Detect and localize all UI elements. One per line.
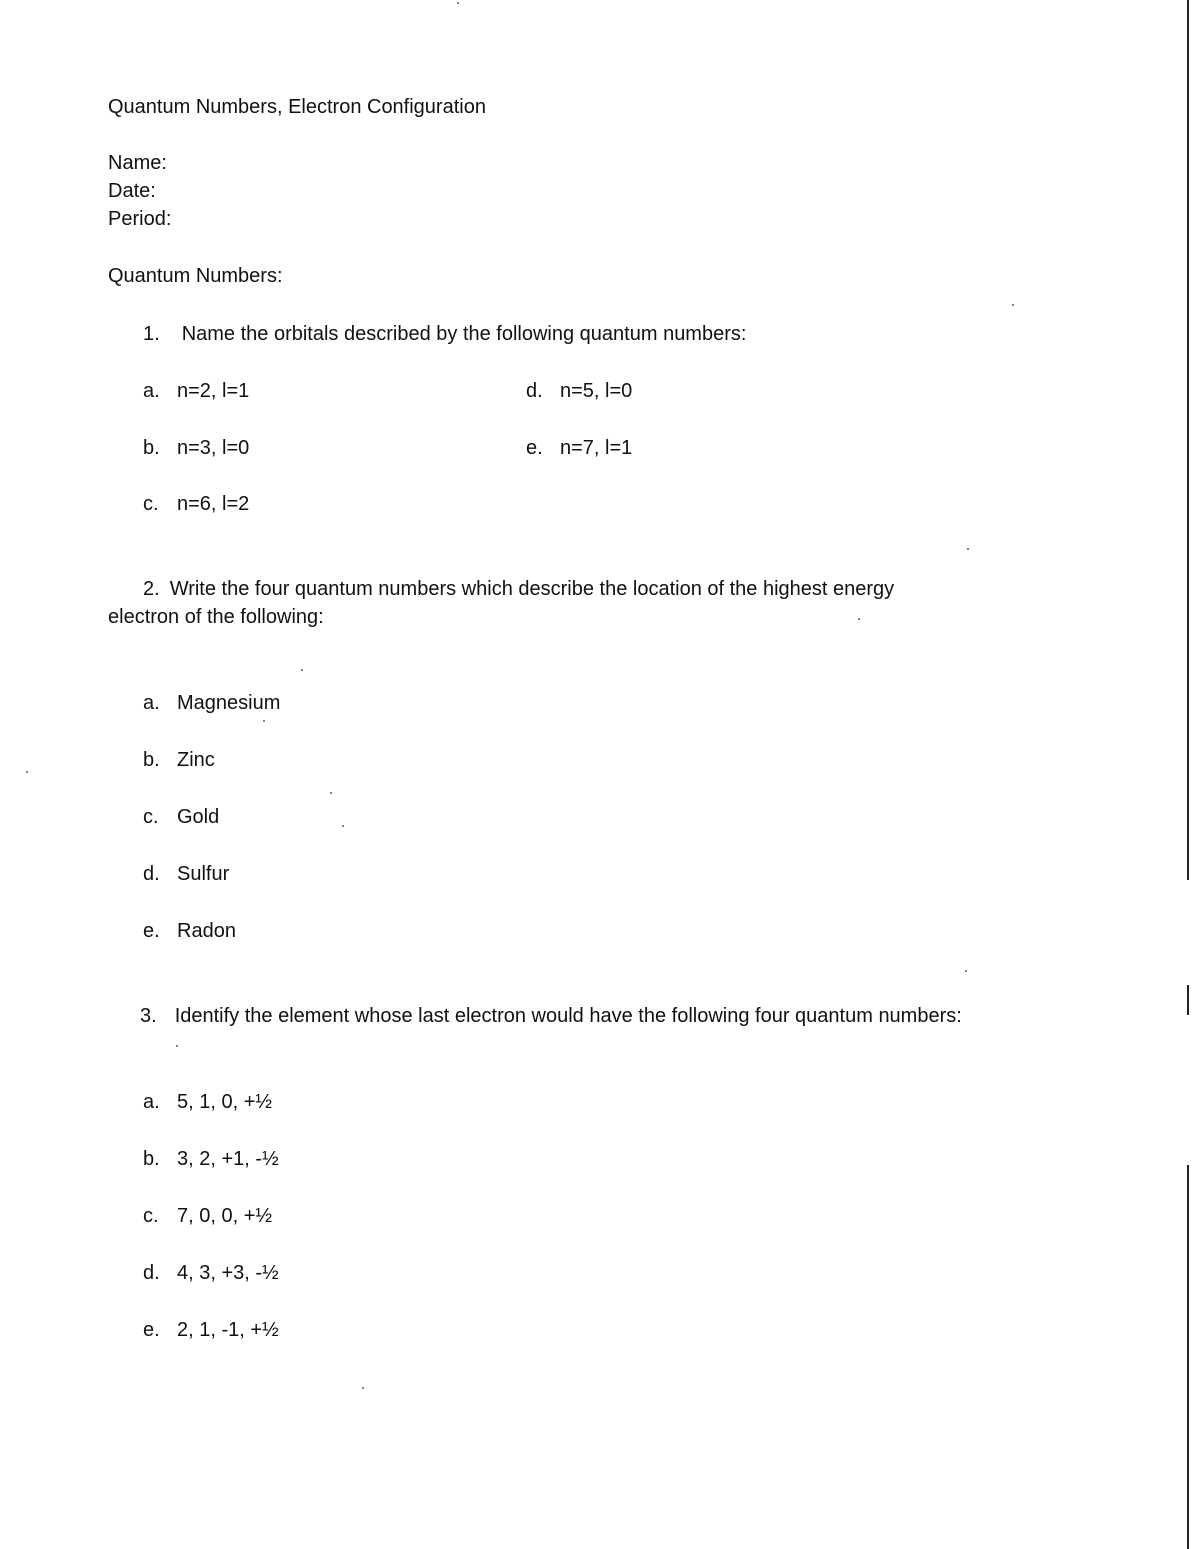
question-number: 3. (140, 1005, 157, 1027)
q1-item-b (143, 438, 249, 458)
q2-item-a (143, 693, 280, 713)
scan-speck (263, 720, 265, 722)
item-label: b. (143, 437, 160, 459)
question-text: Name the orbitals described by the following quantum numbers: (181, 323, 747, 345)
scan-speck (965, 970, 967, 972)
item-text: 3, 2, +1, -½ (177, 1148, 279, 1170)
item-text: n=5, l=0 (560, 380, 633, 402)
question-2-prompt-continued: electron of the following: (108, 606, 324, 628)
q3-item-c (143, 1206, 272, 1226)
item-text: Gold (177, 806, 220, 828)
scan-speck (301, 669, 303, 671)
date-field-label: Date: (108, 180, 156, 202)
item-label: b. (143, 1148, 160, 1170)
q3-item-d (143, 1263, 279, 1283)
item-label: a. (143, 692, 160, 714)
item-text: Zinc (177, 749, 215, 771)
scan-speck (967, 548, 969, 550)
period-field-label: Period: (108, 208, 172, 230)
item-text: Magnesium (177, 692, 281, 714)
item-text: Radon (177, 920, 236, 942)
q1-item-d (526, 381, 632, 401)
item-text: 2, 1, -1, +½ (177, 1319, 279, 1341)
item-label: a. (143, 380, 160, 402)
scan-edge-line (1187, 985, 1189, 1015)
item-label: a. (143, 1091, 160, 1113)
question-number: 1. (143, 323, 160, 345)
scan-speck (1012, 304, 1014, 306)
item-text: 4, 3, +3, -½ (177, 1262, 279, 1284)
scan-edge-line (1187, 1165, 1189, 1549)
item-text: 5, 1, 0, +½ (177, 1091, 273, 1113)
q1-item-c (143, 494, 249, 514)
scan-speck (26, 771, 28, 773)
q2-item-b (143, 750, 215, 770)
item-text: n=6, l=2 (177, 493, 250, 515)
name-field-label: Name: (108, 152, 167, 174)
scan-speck (858, 618, 860, 620)
item-label: c. (143, 806, 159, 828)
q1-item-e (526, 438, 632, 458)
item-text: n=2, l=1 (177, 380, 250, 402)
section-heading: Quantum Numbers: (108, 265, 283, 287)
page-title: Quantum Numbers, Electron Configuration (108, 96, 486, 118)
question-text: Identify the element whose last electron would have the following four quantum numbers: (174, 1005, 962, 1027)
q2-item-d (143, 864, 229, 884)
question-1-prompt (143, 324, 746, 344)
item-label: e. (526, 437, 543, 459)
item-label: c. (143, 1205, 159, 1227)
item-label: d. (143, 863, 160, 885)
question-3-prompt (140, 1006, 962, 1026)
item-label: e. (143, 920, 160, 942)
scan-speck (457, 2, 459, 4)
scan-edge-line (1187, 0, 1189, 880)
q1-item-a (143, 381, 249, 401)
item-label: d. (143, 1262, 160, 1284)
scan-speck (362, 1387, 364, 1389)
q2-item-e (143, 921, 236, 941)
item-label: d. (526, 380, 543, 402)
item-text: n=7, l=1 (560, 437, 633, 459)
scan-speck (176, 1045, 178, 1047)
scan-speck (342, 825, 344, 827)
q2-item-c (143, 807, 219, 827)
q3-item-a (143, 1092, 272, 1112)
item-text: Sulfur (177, 863, 230, 885)
item-label: c. (143, 493, 159, 515)
item-text: n=3, l=0 (177, 437, 250, 459)
question-2-prompt (143, 579, 894, 599)
question-number: 2. (143, 578, 160, 600)
question-text: Write the four quantum numbers which describe the location of the highest energy (169, 578, 895, 600)
item-label: b. (143, 749, 160, 771)
item-label: e. (143, 1319, 160, 1341)
q3-item-e (143, 1320, 279, 1340)
scan-speck (330, 792, 332, 794)
item-text: 7, 0, 0, +½ (177, 1205, 273, 1227)
q3-item-b (143, 1149, 279, 1169)
